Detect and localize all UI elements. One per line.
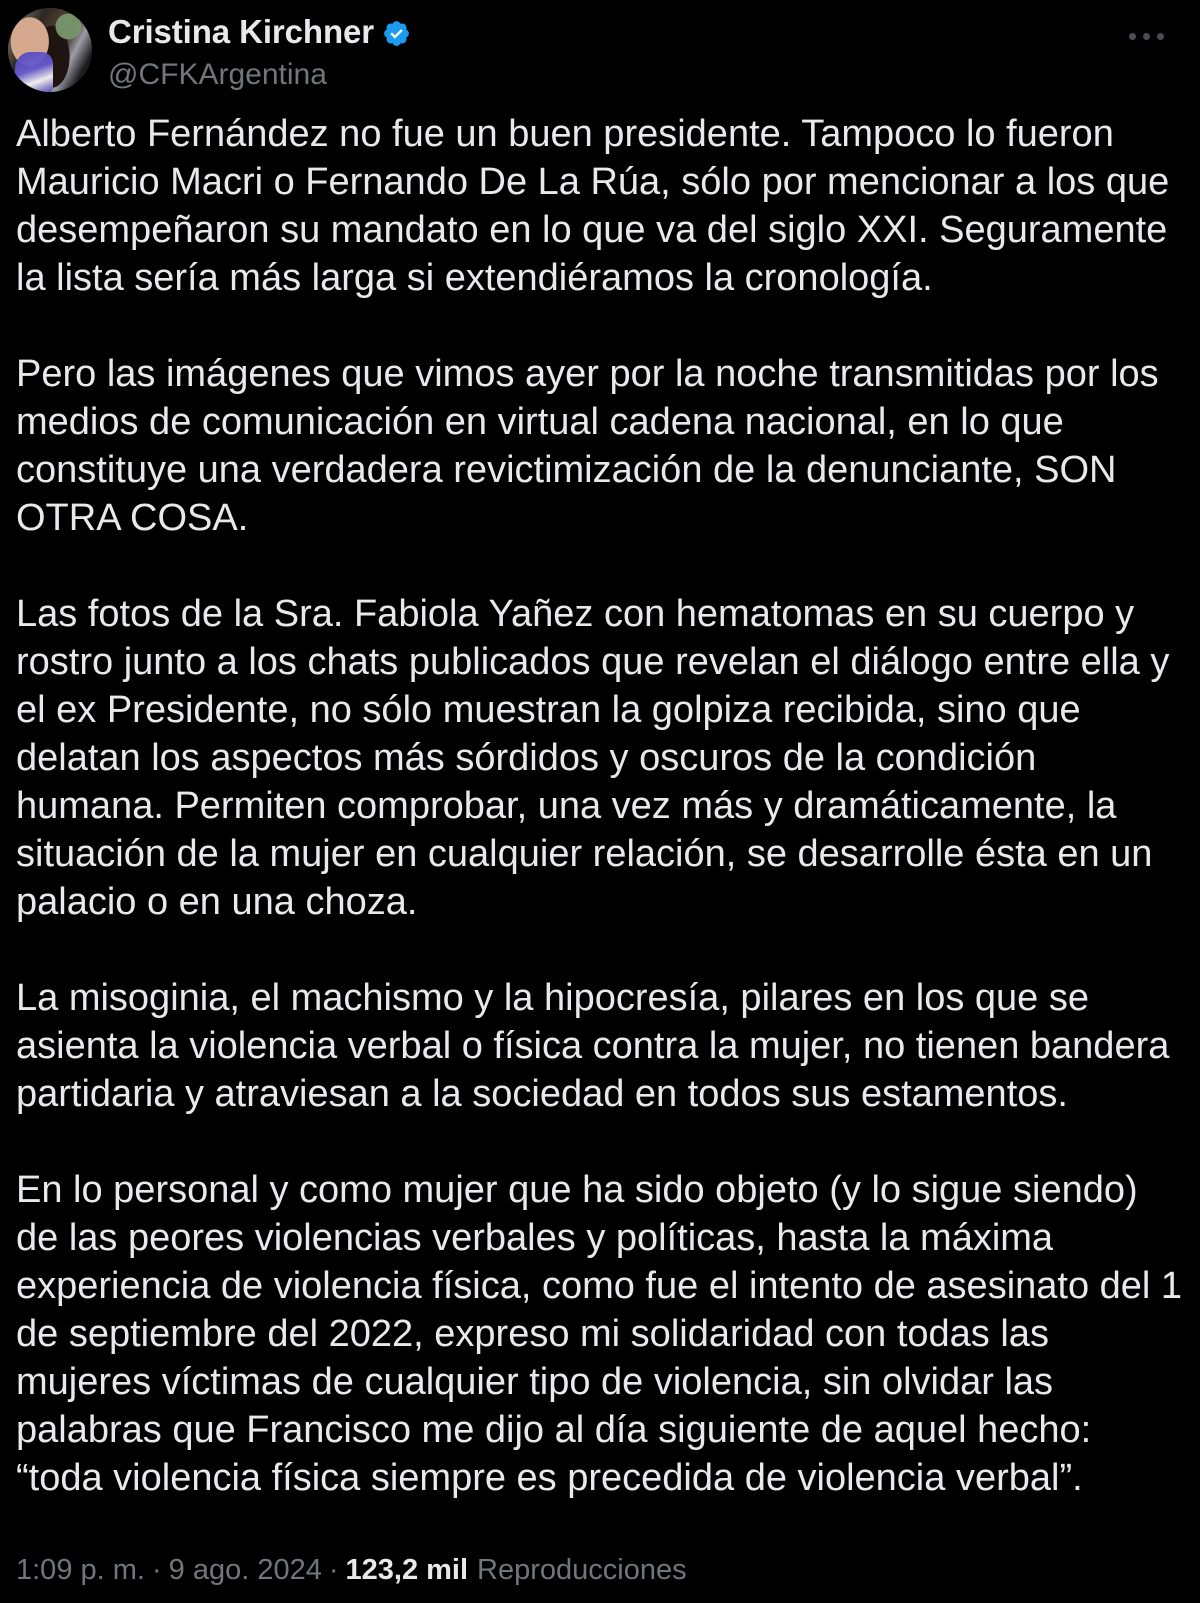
post-time: 1:09 p. m. (16, 1554, 145, 1586)
post-date: 9 ago. 2024 (168, 1554, 322, 1586)
author-name-block (108, 8, 411, 94)
dot-1 (1129, 33, 1136, 40)
tweet-text-body (0, 96, 1200, 1502)
paragraph-gap (16, 1118, 1184, 1166)
views-label: Reproducciones (477, 1554, 687, 1586)
author-display-name[interactable]: Cristina Kirchner (108, 13, 375, 50)
tweet-paragraph: En lo personal y como mujer que ha sido objeto (y lo sigue siendo) de las peores violencias verbales y políticas, hasta la máxima experiencia de violencia física, como fue el intento de asesinato del 1 de septiembre del 2022, expreso mi solidaridad con todas las mujeres víctimas de cualquier tipo de violencia, sin olvidar las palabras que Francisco me dijo al día siguiente de aquel hecho: “toda violencia física siempre es precedida de violencia verbal”. (16, 1169, 1193, 1499)
avatar-photo (8, 8, 92, 92)
tweet-paragraph: Las fotos de la Sra. Fabiola Yañez con hematomas en su cuerpo y rostro junto a los chats publicados que revelan el diálogo entre ella y el ex Presidente, no sólo muestran la golpiza recibida, sino que delatan los aspectos más sórdidos y oscuros de la condición humana. Permiten comprobar, una vez más y dramáticamente, la situación de la mujer en cualquier relación, se desarrolle ésta en un palacio o en una choza. (16, 593, 1180, 923)
dot-2 (1143, 33, 1150, 40)
footer-separator: · (328, 1554, 339, 1586)
views-count: 123,2 mil (345, 1554, 469, 1586)
tweet-header (0, 0, 1200, 96)
verified-badge-icon (382, 19, 411, 48)
display-name-row (108, 10, 411, 54)
tweet-footer (16, 1551, 687, 1589)
author-handle[interactable]: @CFKArgentina (108, 58, 327, 91)
tweet-paragraph: Pero las imágenes que vimos ayer por la noche transmitidas por los medios de comunicación en virtual cadena nacional, en lo que constituye una verdadera revictimización de la denunciante, SON OTRA COSA. (16, 353, 1170, 539)
paragraph-gap (16, 302, 1184, 350)
more-options-icon[interactable] (1116, 18, 1176, 54)
avatar[interactable] (8, 8, 92, 92)
paragraph-gap (16, 926, 1184, 974)
tweet-paragraph: La misoginia, el machismo y la hipocresía, pilares en los que se asienta la violencia verbal o física contra la mujer, no tienen bandera partidaria y atraviesan a la sociedad en todos sus estamentos. (16, 977, 1180, 1115)
footer-separator: · (151, 1554, 162, 1586)
tweet-paragraph: Alberto Fernández no fue un buen presidente. Tampoco lo fueron Mauricio Macri o Fernando De La Rúa, sólo por mencionar a los que desempeñaron su mandato en lo que va del siglo XXI. Seguramente la lista sería más larga si extendiéramos la cronología. (16, 113, 1180, 299)
dot-3 (1157, 33, 1164, 40)
paragraph-gap (16, 542, 1184, 590)
